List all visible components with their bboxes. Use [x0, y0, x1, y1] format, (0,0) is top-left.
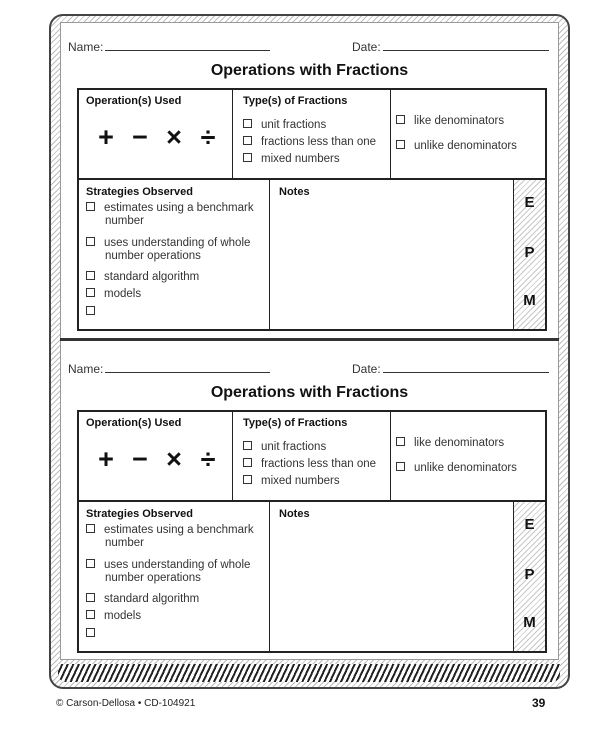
- observation-card-1: [60, 22, 559, 342]
- operations-symbols: [89, 444, 225, 475]
- name-label: Name:: [68, 40, 104, 54]
- strategy-option[interactable]: [86, 593, 199, 606]
- operations-header: Operation(s) Used: [86, 95, 182, 107]
- minus-icon[interactable]: −: [132, 122, 148, 152]
- denominator-option[interactable]: [396, 462, 517, 475]
- checkbox[interactable]: [86, 559, 95, 568]
- strategy-option-blank[interactable]: [86, 306, 104, 319]
- date-label: Date:: [352, 40, 381, 54]
- level-m[interactable]: M: [523, 614, 536, 631]
- option-label: models: [104, 288, 142, 300]
- option-label: mixed numbers: [261, 475, 340, 487]
- column-divider: [390, 412, 391, 500]
- strategy-option[interactable]: [86, 288, 141, 301]
- checkbox[interactable]: [86, 628, 95, 637]
- date-field[interactable]: [352, 38, 549, 54]
- option-label: uses understanding of whole number operations: [104, 559, 251, 584]
- copyright-footer: © Carson-Dellosa • CD-104921: [56, 698, 196, 709]
- type-option[interactable]: [243, 458, 376, 471]
- notes-header: Notes: [279, 508, 310, 520]
- observation-table: [77, 88, 547, 331]
- checkbox[interactable]: [86, 271, 95, 280]
- denominator-option[interactable]: [396, 140, 517, 153]
- column-divider: [390, 90, 391, 178]
- card-title: Operations with Fractions: [210, 384, 409, 401]
- strategy-option[interactable]: [86, 610, 141, 623]
- option-label: unit fractions: [261, 441, 327, 453]
- operations-header: Operation(s) Used: [86, 417, 182, 429]
- strategy-option[interactable]: [86, 202, 290, 228]
- strategy-option[interactable]: [86, 524, 290, 550]
- strategy-option-blank[interactable]: [86, 628, 104, 641]
- divide-icon[interactable]: ÷: [200, 122, 216, 152]
- strategy-option[interactable]: [86, 559, 290, 585]
- option-label: estimates using a benchmark number: [104, 202, 254, 227]
- decorative-stripes: [58, 664, 560, 682]
- types-header: Type(s) of Fractions: [243, 95, 348, 107]
- date-field[interactable]: [352, 360, 549, 376]
- option-label: unlike denominators: [414, 140, 517, 152]
- observation-table: [77, 410, 547, 653]
- level-column: [514, 502, 545, 651]
- option-label: standard algorithm: [104, 593, 200, 605]
- checkbox[interactable]: [243, 136, 252, 145]
- option-label: estimates using a benchmark number: [104, 524, 254, 549]
- option-label: uses understanding of whole number operations: [104, 237, 251, 262]
- column-divider: [232, 412, 233, 500]
- notes-header: Notes: [279, 186, 310, 198]
- type-option[interactable]: [243, 119, 326, 132]
- observation-card-2: [60, 344, 559, 664]
- option-label: like denominators: [414, 115, 505, 127]
- name-line[interactable]: [105, 38, 270, 51]
- option-label: unlike denominators: [414, 462, 517, 474]
- option-label: fractions less than one: [261, 458, 377, 470]
- strategy-option[interactable]: [86, 271, 199, 284]
- page-number: 39: [532, 696, 546, 710]
- checkbox[interactable]: [396, 140, 405, 149]
- option-label: standard algorithm: [104, 271, 200, 283]
- name-field[interactable]: [68, 38, 270, 54]
- name-label: Name:: [68, 362, 104, 376]
- plus-icon[interactable]: +: [98, 444, 114, 474]
- card-title: Operations with Fractions: [210, 62, 409, 79]
- checkbox[interactable]: [86, 610, 95, 619]
- strategy-option[interactable]: [86, 237, 290, 263]
- checkbox[interactable]: [243, 441, 252, 450]
- row-divider: [79, 500, 545, 502]
- name-line[interactable]: [105, 360, 270, 373]
- option-label: fractions less than one: [261, 136, 377, 148]
- strategies-header: Strategies Observed: [86, 186, 193, 198]
- type-option[interactable]: [243, 475, 340, 488]
- date-label: Date:: [352, 362, 381, 376]
- level-m[interactable]: M: [523, 292, 536, 309]
- checkbox[interactable]: [243, 119, 252, 128]
- level-e[interactable]: E: [524, 194, 535, 211]
- level-e[interactable]: E: [524, 516, 535, 533]
- checkbox[interactable]: [396, 115, 405, 124]
- date-line[interactable]: [383, 38, 549, 51]
- row-divider: [79, 178, 545, 180]
- minus-icon[interactable]: −: [132, 444, 148, 474]
- times-icon[interactable]: ×: [166, 122, 182, 152]
- level-p[interactable]: P: [524, 566, 535, 583]
- checkbox[interactable]: [86, 202, 95, 211]
- checkbox[interactable]: [243, 458, 252, 467]
- denominator-option[interactable]: [396, 115, 504, 128]
- type-option[interactable]: [243, 153, 340, 166]
- times-icon[interactable]: ×: [166, 444, 182, 474]
- option-label: models: [104, 610, 142, 622]
- strategies-header: Strategies Observed: [86, 508, 193, 520]
- type-option[interactable]: [243, 136, 376, 149]
- denominator-option[interactable]: [396, 437, 504, 450]
- option-label: unit fractions: [261, 119, 327, 131]
- level-column: [514, 180, 545, 329]
- checkbox[interactable]: [86, 237, 95, 246]
- checkbox[interactable]: [243, 153, 252, 162]
- option-label: mixed numbers: [261, 153, 340, 165]
- level-p[interactable]: P: [524, 244, 535, 261]
- type-option[interactable]: [243, 441, 326, 454]
- checkbox[interactable]: [86, 593, 95, 602]
- checkbox[interactable]: [396, 462, 405, 471]
- date-line[interactable]: [383, 360, 549, 373]
- divide-icon[interactable]: ÷: [200, 444, 216, 474]
- checkbox[interactable]: [86, 288, 95, 297]
- types-header: Type(s) of Fractions: [243, 417, 348, 429]
- plus-icon[interactable]: +: [98, 122, 114, 152]
- checkbox[interactable]: [243, 475, 252, 484]
- checkbox[interactable]: [86, 306, 95, 315]
- column-divider: [232, 90, 233, 178]
- checkbox[interactable]: [396, 437, 405, 446]
- name-field[interactable]: [68, 360, 270, 376]
- operations-symbols: [89, 122, 225, 153]
- option-label: like denominators: [414, 437, 505, 449]
- checkbox[interactable]: [86, 524, 95, 533]
